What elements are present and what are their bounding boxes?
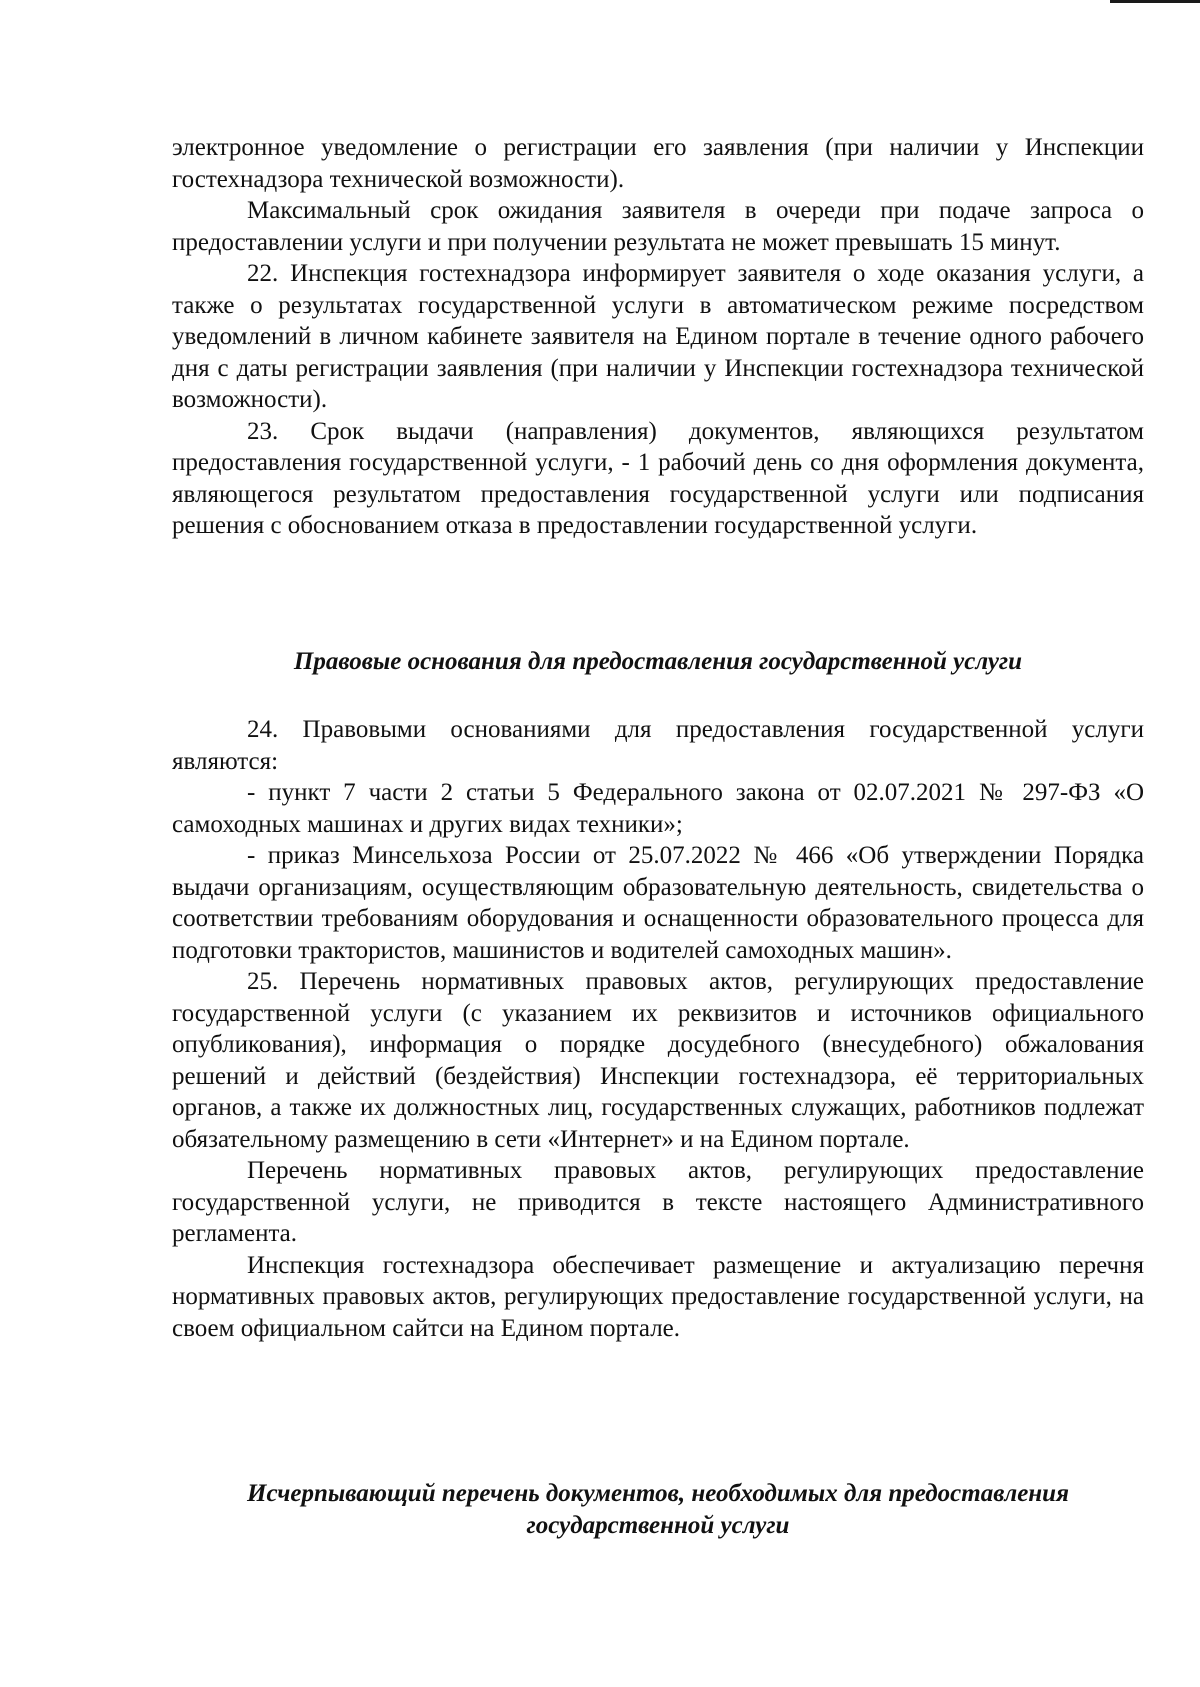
paragraph-23: 23. Срок выдачи (направления) документов, являющихся результатом предоставления государственной услуги, - 1 рабочий день со дня оформления документа, являющегося результатом предоставления государственной услуги или подписания решения с обоснованием отказа в предоставлении государственной услуги. — [172, 417, 1144, 539]
corner-mark — [1110, 0, 1200, 7]
top-text-block — [172, 132, 1144, 542]
section-heading-required-documents: Исчерпывающий перечень документов, необходимых для предоставления государственной услуги — [247, 1480, 1069, 1539]
paragraph-list-not-included: Перечень нормативных правовых актов, регулирующих предоставление государственной услуги, не приводится в тексте настоящего Административного регламента. — [172, 1157, 1144, 1247]
paragraph-22: 22. Инспекция гостехнадзора информирует заявителя о ходе оказания услуги, а также о результатах государственной услуги в автоматическом режиме посредством уведомлений в личном кабинете заявителя на Едином портале в течение одного рабочего дня с даты регистрации заявления (при наличии у Инспекции гостехнадзора технической возможности). — [172, 260, 1144, 413]
paragraph-ministry-order: - приказ Минсельхоза России от 25.07.2022 № 466 «Об утверждении Порядка выдачи организациям, осуществляющим образовательную деятельность, свидетельства о соответствии требованиям оборудования и оснащенности образовательного процесса для подготовки трактористов, машинистов и водителей самоходных машин». — [172, 842, 1144, 964]
paragraph-max-wait: Максимальный срок ожидания заявителя в очереди при подаче запроса о предоставлении услуги и при получении результата не может превышать 15 минут. — [172, 197, 1144, 256]
section-heading-legal-basis: Правовые основания для предоставления государственной услуги — [293, 648, 1023, 675]
paragraph-continuation: электронное уведомление о регистрации его заявления (при наличии у Инспекции гостехнадзора технической возможности). — [172, 134, 1144, 193]
paragraph-24: 24. Правовыми основаниями для предоставления государственной услуги являются: — [172, 716, 1144, 775]
paragraph-inspection-publishes: Инспекция гостехнадзора обеспечивает размещение и актуализацию перечня нормативных правовых актов, регулирующих предоставление государственной услуги, на своем официальном сайтси на Едином портале. — [172, 1251, 1144, 1342]
middle-text-block — [172, 714, 1144, 1344]
paragraph-25: 25. Перечень нормативных правовых актов, регулирующих предоставление государственной услуги (с указанием их реквизитов и источников официального опубликования), информация о порядке досудебного (внесудебного) обжалования решений и действий (бездействия) Инспекции гостехнадзора, её территориальных органов, а также их должностных лиц, государственных служащих, работников подлежат обязательному размещению в сети «Интернет» и на Едином портале. — [172, 968, 1144, 1153]
paragraph-federal-law: - пункт 7 части 2 статьи 5 Федерального закона от 02.07.2021 № 297-ФЗ «О самоходных машинах и других видах техники»; — [172, 779, 1144, 838]
